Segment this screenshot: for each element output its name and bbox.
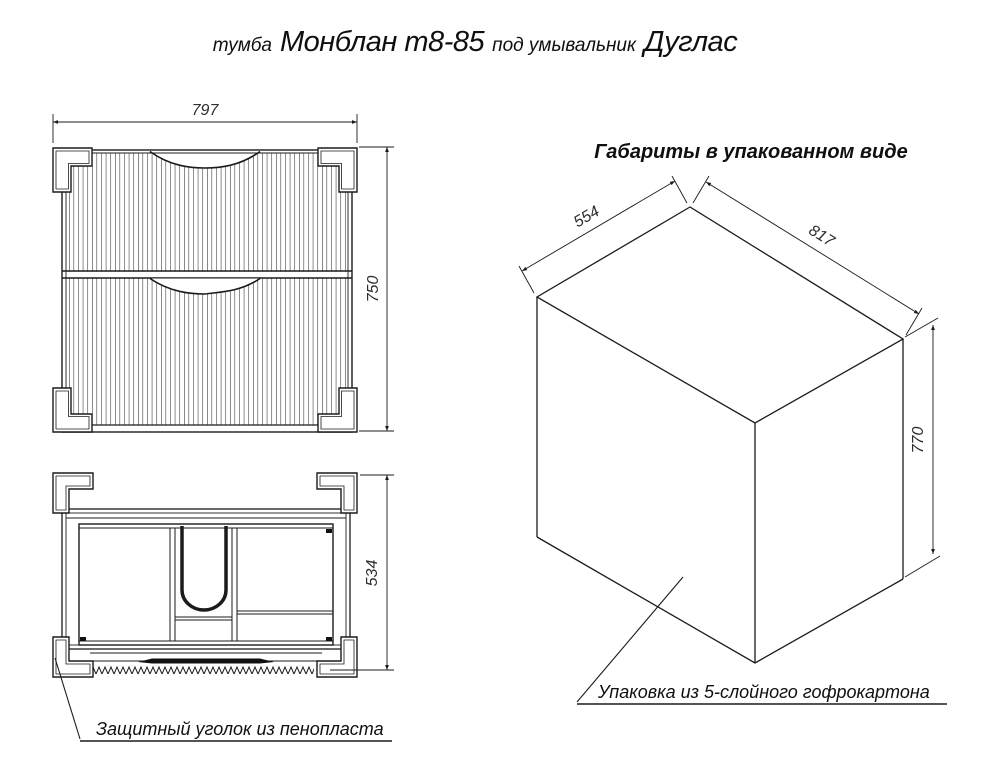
front-height-dimension (359, 147, 394, 431)
box-height-dimension (905, 318, 940, 577)
top-foam-corner-inner-lines (56, 476, 354, 674)
cavity-outline (79, 524, 333, 645)
dim-box-depth-value: 554 (570, 203, 603, 232)
dim-box-width-value: 817 (805, 221, 838, 251)
box-depth-dimension (519, 176, 687, 293)
corrugation-shadow (138, 659, 274, 664)
dim-front-width-value: 797 (191, 102, 219, 119)
drain-cutout (182, 526, 226, 610)
dim-front-height-value: 750 (365, 275, 382, 303)
title-model: Монблан т8-85 (279, 26, 485, 58)
top-depth-dimension (330, 475, 394, 670)
top-view-outline (62, 509, 350, 649)
title-middle: под умывальник (492, 35, 636, 56)
top-view (53, 473, 394, 741)
front-width-dimension (53, 102, 357, 143)
corrugated-edge (92, 665, 314, 674)
dim-box-height-value: 770 (910, 426, 927, 454)
title-type: тумба (212, 35, 272, 56)
title-name: Дуглас (643, 26, 738, 58)
front-view-linework (53, 148, 357, 432)
cardboard-annotation (577, 577, 947, 704)
packaging-iso-view (519, 176, 947, 704)
dim-top-depth-value: 534 (364, 559, 381, 587)
box-width-dimension (693, 176, 922, 335)
foam-corner-note: Защитный уголок из пенопласта (96, 719, 384, 739)
front-view (53, 102, 394, 432)
top-view-linework (53, 473, 357, 677)
cardboard-note: Упаковка из 5-слойного гофрокартона (598, 682, 930, 702)
packaging-heading: Габариты в упакованном виде (594, 141, 908, 163)
top-foam-corners (53, 473, 357, 677)
packaging-box (537, 207, 903, 663)
